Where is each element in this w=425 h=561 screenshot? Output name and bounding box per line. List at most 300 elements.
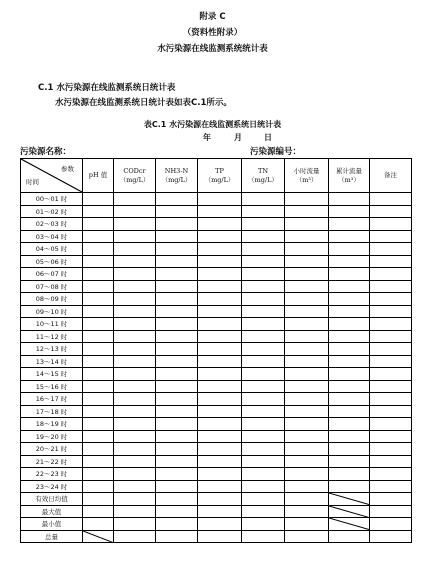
data-cell bbox=[198, 530, 242, 543]
table-row bbox=[21, 230, 412, 243]
table-row bbox=[21, 505, 412, 518]
data-cell bbox=[329, 243, 370, 256]
data-cell bbox=[156, 193, 198, 206]
data-cell bbox=[285, 455, 329, 468]
table-row bbox=[21, 355, 412, 368]
data-cell bbox=[329, 343, 370, 356]
data-cell bbox=[329, 468, 370, 481]
data-cell bbox=[114, 355, 156, 368]
data-cell bbox=[329, 455, 370, 468]
data-cell bbox=[242, 318, 285, 331]
data-cell bbox=[114, 430, 156, 443]
data-cell bbox=[198, 330, 242, 343]
row-label: 05～06 时 bbox=[21, 255, 83, 268]
section-heading: C.1 水污染源在线监测系统日统计表 bbox=[38, 83, 176, 93]
data-cell bbox=[114, 330, 156, 343]
data-cell bbox=[198, 480, 242, 493]
data-cell bbox=[242, 343, 285, 356]
data-cell bbox=[83, 193, 114, 206]
row-label: 06～07 时 bbox=[21, 268, 83, 281]
data-cell bbox=[114, 480, 156, 493]
table-row bbox=[21, 218, 412, 231]
data-cell bbox=[242, 468, 285, 481]
corner-header-cell bbox=[21, 159, 83, 193]
corner-bottom-label: 时间 bbox=[26, 178, 39, 186]
data-cell bbox=[370, 318, 412, 331]
data-cell bbox=[285, 380, 329, 393]
data-cell bbox=[370, 218, 412, 231]
data-cell bbox=[198, 355, 242, 368]
data-cell bbox=[156, 293, 198, 306]
data-cell bbox=[83, 293, 114, 306]
data-cell bbox=[242, 368, 285, 381]
data-cell bbox=[83, 430, 114, 443]
data-cell bbox=[198, 193, 242, 206]
table-row bbox=[21, 343, 412, 356]
data-cell bbox=[156, 243, 198, 256]
data-cell bbox=[242, 330, 285, 343]
data-cell bbox=[370, 280, 412, 293]
data-cell bbox=[285, 368, 329, 381]
row-label: 最小值 bbox=[21, 518, 83, 531]
data-cell bbox=[242, 443, 285, 456]
data-cell bbox=[114, 293, 156, 306]
data-cell bbox=[242, 205, 285, 218]
data-cell bbox=[83, 380, 114, 393]
table-row bbox=[21, 493, 412, 506]
column-header: CODcr （mg/L） bbox=[114, 159, 156, 193]
row-label: 14～15 时 bbox=[21, 368, 83, 381]
row-label: 08～09 时 bbox=[21, 293, 83, 306]
data-cell bbox=[156, 405, 198, 418]
data-cell bbox=[156, 418, 198, 431]
data-cell bbox=[156, 505, 198, 518]
row-label: 04～05 时 bbox=[21, 243, 83, 256]
data-cell bbox=[198, 518, 242, 531]
data-cell bbox=[156, 330, 198, 343]
caption-year: 年 bbox=[203, 133, 211, 142]
data-cell bbox=[285, 430, 329, 443]
row-label: 20～21 时 bbox=[21, 443, 83, 456]
table-caption: 表C.1 水污染源在线监测系统日统计表 bbox=[143, 120, 282, 129]
data-cell bbox=[83, 230, 114, 243]
data-cell bbox=[114, 343, 156, 356]
table-row bbox=[21, 305, 412, 318]
data-cell bbox=[329, 218, 370, 231]
data-cell bbox=[242, 293, 285, 306]
data-cell bbox=[370, 530, 412, 543]
data-cell bbox=[156, 368, 198, 381]
data-cell bbox=[156, 305, 198, 318]
data-cell bbox=[242, 455, 285, 468]
table-row bbox=[21, 405, 412, 418]
data-cell bbox=[198, 205, 242, 218]
not-applicable-cell bbox=[329, 518, 370, 531]
data-cell bbox=[370, 493, 412, 506]
data-cell bbox=[285, 205, 329, 218]
data-cell bbox=[242, 418, 285, 431]
data-cell bbox=[198, 243, 242, 256]
row-label: 15～16 时 bbox=[21, 380, 83, 393]
table-row bbox=[21, 380, 412, 393]
data-cell bbox=[83, 343, 114, 356]
data-cell bbox=[83, 480, 114, 493]
row-label: 17～18 时 bbox=[21, 405, 83, 418]
data-cell bbox=[156, 280, 198, 293]
column-header: pH 值 bbox=[83, 159, 114, 193]
data-cell bbox=[156, 268, 198, 281]
row-label: 总量 bbox=[21, 530, 83, 543]
data-cell bbox=[285, 218, 329, 231]
data-cell bbox=[242, 218, 285, 231]
table-row bbox=[21, 455, 412, 468]
data-cell bbox=[83, 405, 114, 418]
data-cell bbox=[114, 468, 156, 481]
row-label: 07～08 时 bbox=[21, 280, 83, 293]
data-cell bbox=[370, 505, 412, 518]
row-label: 13～14 时 bbox=[21, 355, 83, 368]
data-cell bbox=[156, 230, 198, 243]
data-cell bbox=[83, 393, 114, 406]
data-cell bbox=[156, 343, 198, 356]
data-cell bbox=[285, 418, 329, 431]
table-row bbox=[21, 530, 412, 543]
data-cell bbox=[370, 330, 412, 343]
data-cell bbox=[370, 393, 412, 406]
diagonal-line bbox=[83, 531, 113, 543]
data-cell bbox=[285, 443, 329, 456]
data-cell bbox=[370, 418, 412, 431]
data-cell bbox=[370, 343, 412, 356]
data-cell bbox=[114, 405, 156, 418]
data-cell bbox=[370, 380, 412, 393]
data-cell bbox=[370, 255, 412, 268]
data-cell bbox=[285, 268, 329, 281]
data-cell bbox=[156, 530, 198, 543]
data-cell bbox=[329, 418, 370, 431]
data-cell bbox=[370, 468, 412, 481]
table-row bbox=[21, 443, 412, 456]
data-cell bbox=[242, 493, 285, 506]
data-cell bbox=[156, 455, 198, 468]
data-cell bbox=[285, 280, 329, 293]
appendix-label: 附录 C bbox=[199, 12, 226, 22]
data-cell bbox=[83, 518, 114, 531]
appendix-title: 水污染源在线监测系统统计表 bbox=[157, 44, 268, 54]
data-cell bbox=[285, 405, 329, 418]
data-cell bbox=[198, 305, 242, 318]
data-cell bbox=[370, 443, 412, 456]
data-cell bbox=[370, 243, 412, 256]
data-cell bbox=[370, 355, 412, 368]
data-cell bbox=[370, 405, 412, 418]
row-label: 09～10 时 bbox=[21, 305, 83, 318]
column-header: 累计流量 （m³） bbox=[329, 159, 370, 193]
data-cell bbox=[285, 518, 329, 531]
data-cell bbox=[285, 255, 329, 268]
table-row bbox=[21, 480, 412, 493]
data-cell bbox=[329, 230, 370, 243]
not-applicable-cell bbox=[83, 530, 114, 543]
data-cell bbox=[242, 393, 285, 406]
data-cell bbox=[285, 230, 329, 243]
data-cell bbox=[329, 368, 370, 381]
data-cell bbox=[83, 330, 114, 343]
source-name-label: 污染源名称： bbox=[20, 147, 72, 157]
diagonal-line bbox=[329, 493, 369, 505]
data-cell bbox=[242, 505, 285, 518]
data-cell bbox=[114, 218, 156, 231]
data-cell bbox=[285, 530, 329, 543]
data-cell bbox=[329, 305, 370, 318]
data-cell bbox=[83, 218, 114, 231]
data-cell bbox=[156, 518, 198, 531]
data-cell bbox=[114, 505, 156, 518]
data-cell bbox=[329, 405, 370, 418]
data-cell bbox=[114, 193, 156, 206]
data-cell bbox=[242, 193, 285, 206]
data-cell bbox=[114, 455, 156, 468]
corner-top-label: 参数 bbox=[61, 165, 74, 173]
row-label: 23～24 时 bbox=[21, 480, 83, 493]
data-cell bbox=[285, 480, 329, 493]
data-cell bbox=[156, 493, 198, 506]
data-cell bbox=[370, 455, 412, 468]
data-cell bbox=[114, 368, 156, 381]
data-cell bbox=[114, 268, 156, 281]
corner-diagonal bbox=[21, 159, 82, 192]
data-cell bbox=[198, 380, 242, 393]
data-cell bbox=[114, 443, 156, 456]
data-cell bbox=[329, 255, 370, 268]
data-cell bbox=[242, 480, 285, 493]
data-cell bbox=[156, 480, 198, 493]
data-cell bbox=[198, 268, 242, 281]
data-cell bbox=[156, 380, 198, 393]
column-header: TN （mg/L） bbox=[242, 159, 285, 193]
table-row bbox=[21, 205, 412, 218]
not-applicable-cell bbox=[329, 505, 370, 518]
data-cell bbox=[114, 305, 156, 318]
table-row bbox=[21, 518, 412, 531]
data-cell bbox=[83, 355, 114, 368]
data-cell bbox=[329, 430, 370, 443]
data-cell bbox=[285, 393, 329, 406]
data-cell bbox=[242, 380, 285, 393]
data-cell bbox=[114, 318, 156, 331]
data-cell bbox=[370, 518, 412, 531]
not-applicable-cell bbox=[329, 493, 370, 506]
row-label: 02～03 时 bbox=[21, 218, 83, 231]
data-cell bbox=[114, 530, 156, 543]
data-cell bbox=[198, 393, 242, 406]
data-cell bbox=[83, 468, 114, 481]
data-cell bbox=[198, 430, 242, 443]
data-cell bbox=[198, 505, 242, 518]
row-label: 01～02 时 bbox=[21, 205, 83, 218]
data-cell bbox=[156, 468, 198, 481]
data-cell bbox=[370, 205, 412, 218]
data-cell bbox=[156, 218, 198, 231]
data-cell bbox=[114, 380, 156, 393]
data-cell bbox=[198, 230, 242, 243]
data-cell bbox=[83, 268, 114, 281]
column-header: 小时流量 （m³） bbox=[285, 159, 329, 193]
row-label: 11～12 时 bbox=[21, 330, 83, 343]
row-label: 22～23 时 bbox=[21, 468, 83, 481]
data-cell bbox=[285, 305, 329, 318]
table-row bbox=[21, 368, 412, 381]
data-cell bbox=[198, 418, 242, 431]
table-row bbox=[21, 418, 412, 431]
table-header-row bbox=[21, 159, 412, 193]
data-cell bbox=[198, 455, 242, 468]
data-cell bbox=[370, 368, 412, 381]
data-cell bbox=[198, 218, 242, 231]
data-cell bbox=[329, 268, 370, 281]
data-cell bbox=[114, 230, 156, 243]
data-cell bbox=[370, 193, 412, 206]
row-label: 16～17 时 bbox=[21, 393, 83, 406]
data-cell bbox=[114, 205, 156, 218]
data-cell bbox=[285, 468, 329, 481]
row-label: 18～19 时 bbox=[21, 418, 83, 431]
row-label: 10～11 时 bbox=[21, 318, 83, 331]
table-row bbox=[21, 193, 412, 206]
column-header: NH3-N （mg/L） bbox=[156, 159, 198, 193]
data-cell bbox=[198, 318, 242, 331]
data-cell bbox=[198, 443, 242, 456]
data-cell bbox=[242, 280, 285, 293]
row-label: 21～22 时 bbox=[21, 455, 83, 468]
data-cell bbox=[370, 480, 412, 493]
diagonal-line bbox=[329, 506, 369, 518]
source-code-label: 污染源编号： bbox=[250, 147, 302, 157]
data-cell bbox=[242, 405, 285, 418]
diagonal-line bbox=[329, 518, 369, 530]
data-cell bbox=[329, 380, 370, 393]
data-cell bbox=[156, 393, 198, 406]
data-cell bbox=[83, 280, 114, 293]
data-cell bbox=[114, 418, 156, 431]
data-cell bbox=[329, 293, 370, 306]
data-cell bbox=[156, 430, 198, 443]
data-cell bbox=[242, 255, 285, 268]
data-cell bbox=[242, 230, 285, 243]
data-cell bbox=[285, 243, 329, 256]
data-cell bbox=[329, 480, 370, 493]
data-cell bbox=[329, 355, 370, 368]
data-cell bbox=[83, 205, 114, 218]
section-intro: 水污染源在线监测系统日统计表如表C.1所示。 bbox=[55, 98, 232, 108]
data-cell bbox=[156, 318, 198, 331]
data-cell bbox=[114, 493, 156, 506]
table-row bbox=[21, 268, 412, 281]
data-cell bbox=[285, 505, 329, 518]
data-cell bbox=[198, 280, 242, 293]
data-cell bbox=[285, 193, 329, 206]
column-header: 备注 bbox=[370, 159, 412, 193]
data-cell bbox=[198, 405, 242, 418]
data-cell bbox=[83, 368, 114, 381]
table-row bbox=[21, 330, 412, 343]
data-cell bbox=[198, 468, 242, 481]
table-row bbox=[21, 318, 412, 331]
table-row bbox=[21, 393, 412, 406]
data-cell bbox=[156, 255, 198, 268]
data-cell bbox=[83, 505, 114, 518]
data-cell bbox=[156, 443, 198, 456]
table-row bbox=[21, 293, 412, 306]
data-cell bbox=[329, 530, 370, 543]
data-cell bbox=[114, 518, 156, 531]
caption-month: 月 bbox=[234, 133, 242, 142]
data-cell bbox=[198, 255, 242, 268]
table-row bbox=[21, 280, 412, 293]
row-label: 00～01 时 bbox=[21, 193, 83, 206]
table-row bbox=[21, 243, 412, 256]
data-cell bbox=[370, 293, 412, 306]
data-cell bbox=[329, 318, 370, 331]
data-cell bbox=[83, 318, 114, 331]
data-cell bbox=[242, 355, 285, 368]
data-cell bbox=[329, 393, 370, 406]
data-cell bbox=[114, 280, 156, 293]
data-cell bbox=[242, 430, 285, 443]
data-cell bbox=[83, 443, 114, 456]
table-row bbox=[21, 430, 412, 443]
data-cell bbox=[329, 193, 370, 206]
row-label: 19～20 时 bbox=[21, 430, 83, 443]
daily-stats-table bbox=[20, 158, 412, 543]
data-cell bbox=[285, 318, 329, 331]
appendix-note: （资料性附录） bbox=[182, 28, 243, 38]
data-cell bbox=[242, 305, 285, 318]
data-cell bbox=[83, 493, 114, 506]
data-cell bbox=[242, 268, 285, 281]
data-cell bbox=[285, 355, 329, 368]
data-cell bbox=[285, 493, 329, 506]
data-cell bbox=[83, 455, 114, 468]
row-label: 最大值 bbox=[21, 505, 83, 518]
data-cell bbox=[198, 293, 242, 306]
data-cell bbox=[370, 305, 412, 318]
data-cell bbox=[285, 293, 329, 306]
data-cell bbox=[242, 518, 285, 531]
column-header: TP （mg/L） bbox=[198, 159, 242, 193]
data-cell bbox=[156, 205, 198, 218]
data-cell bbox=[370, 230, 412, 243]
data-cell bbox=[198, 493, 242, 506]
data-cell bbox=[370, 430, 412, 443]
row-label: 有效日均值 bbox=[21, 493, 83, 506]
data-cell bbox=[285, 330, 329, 343]
data-cell bbox=[329, 330, 370, 343]
data-cell bbox=[83, 305, 114, 318]
data-cell bbox=[156, 355, 198, 368]
table-row bbox=[21, 468, 412, 481]
caption-day: 日 bbox=[264, 133, 272, 142]
table-row bbox=[21, 255, 412, 268]
data-cell bbox=[329, 280, 370, 293]
data-cell bbox=[83, 255, 114, 268]
data-cell bbox=[198, 368, 242, 381]
data-cell bbox=[285, 343, 329, 356]
data-cell bbox=[198, 343, 242, 356]
data-cell bbox=[329, 205, 370, 218]
data-cell bbox=[370, 268, 412, 281]
data-cell bbox=[242, 243, 285, 256]
